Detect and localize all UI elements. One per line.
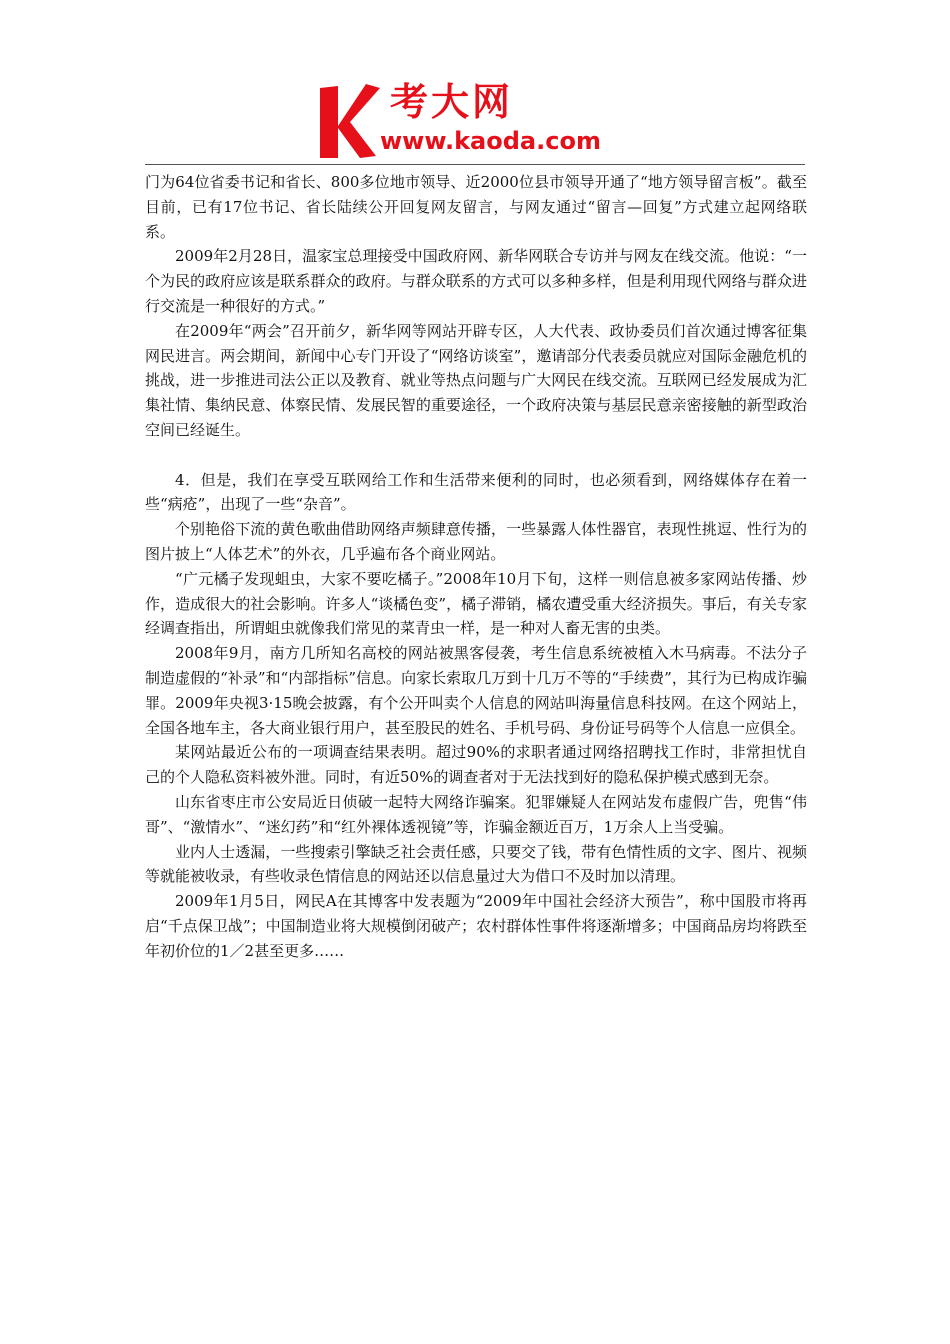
paragraph: 2008年9月，南方几所知名高校的网站被黑客侵袭，考生信息系统被植入木马病毒。不法分子制造虚假的“补录”和“内部指标”信息。向家长索取几万到十几万不等的“手续费”，其行为已构成诈骗罪。2009年央视3·15晚会披露，有个公开叫卖个人信息的网站叫海量信息科技网。在这个网站上，全国各地车主，各大商业银行用户，甚至股民的姓名、手机号码、身份证号码等个人信息一应俱全。	[145, 644, 807, 737]
page-header	[0, 0, 950, 166]
logo-url: www.kaoda.com	[380, 127, 601, 155]
paragraph: 在2009年“两会”召开前夕，新华网等网站开辟专区，人大代表、政协委员们首次通过博客征集网民进言。两会期间，新闻中心专门开设了“网络访谈室”，邀请部分代表委员就应对国际金融危机的挑战，进一步推进司法公正以及教育、就业等热点问题与广大网民在线交流。互联网已经发展成为汇集社情、集纳民意、体察民情、发展民智的重要途径，一个政府决策与基层民意亲密接触的新型政治空间已经诞生。	[145, 321, 807, 439]
paragraph: “广元橘子发现蛆虫，大家不要吃橘子。”2008年10月下旬，这样一则信息被多家网站传播、炒作，造成很大的社会影响。许多人“谈橘色变”，橘子滞销，橘农遭受重大经济损失。事后，有关专家经调查指出，所谓蛆虫就像我们常见的菜青虫一样，是一种对人畜无害的虫类。	[145, 569, 807, 638]
paragraph: 某网站最近公布的一项调查结果表明。超过90%的求职者通过网络招聘找工作时，非常担忧自己的个人隐私资料被外泄。同时，有近50%的调查者对于无法找到好的隐私保护模式感到无奈。	[145, 743, 807, 787]
section-heading-paragraph: 4．但是，我们在享受互联网给工作和生活带来便利的同时，也必须看到，网络媒体存在着一些“病疮”，出现了一些“杂音”。	[145, 470, 807, 514]
paragraph: 2009年2月28日，温家宝总理接受中国政府网、新华网联合专访并与网友在线交流。他说：“一个为民的政府应该是联系群众的政府。与群众联系的方式可以多种多样，但是利用现代网络与群众进行交流是一种很好的方式。”	[145, 247, 807, 315]
paragraph: 门为64位省委书记和省长、800多位地市领导、近2000位县市领导开通了“地方领导留言板”。截至目前，已有17位书记、省长陆续公开回复网友留言，与网友通过“留言—回复”方式建立起网络联系。	[145, 173, 807, 241]
kaoda-logo[interactable]	[316, 82, 646, 160]
k-logo-icon	[316, 82, 382, 160]
paragraph-spacer	[145, 443, 807, 468]
paragraph: 山东省枣庄市公安局近日侦破一起特大网络诈骗案。犯罪嫌疑人在网站发布虚假广告，兜售“伟哥”、“激情水”、“迷幻药”和“红外裸体透视镜”等，诈骗金额近百万，1万余人上当受骗。	[145, 792, 807, 836]
header-divider	[145, 164, 805, 165]
article-body	[145, 170, 807, 964]
paragraph: 业内人士透漏，一些搜索引擎缺乏社会责任感，只要交了钱，带有色情性质的文字、图片、视频等就能被收录，有些收录色情信息的网站还以信息量过大为借口不及时加以清理。	[145, 842, 807, 886]
logo-title: 考大网	[390, 80, 514, 124]
paragraph: 个别艳俗下流的黄色歌曲借助网络声频肆意传播，一些暴露人体性器官，表现性挑逗、性行为的图片披上“人体艺术”的外衣，几乎遍布各个商业网站。	[145, 520, 807, 563]
paragraph: 2009年1月5日，网民A在其博客中发表题为“2009年中国社会经济大预告”，称中国股市将再启“千点保卫战”；中国制造业将大规模倒闭破产；农村群体性事件将逐渐增多；中国商品房均将跌至年初价位的1／2甚至更多……	[145, 892, 807, 960]
